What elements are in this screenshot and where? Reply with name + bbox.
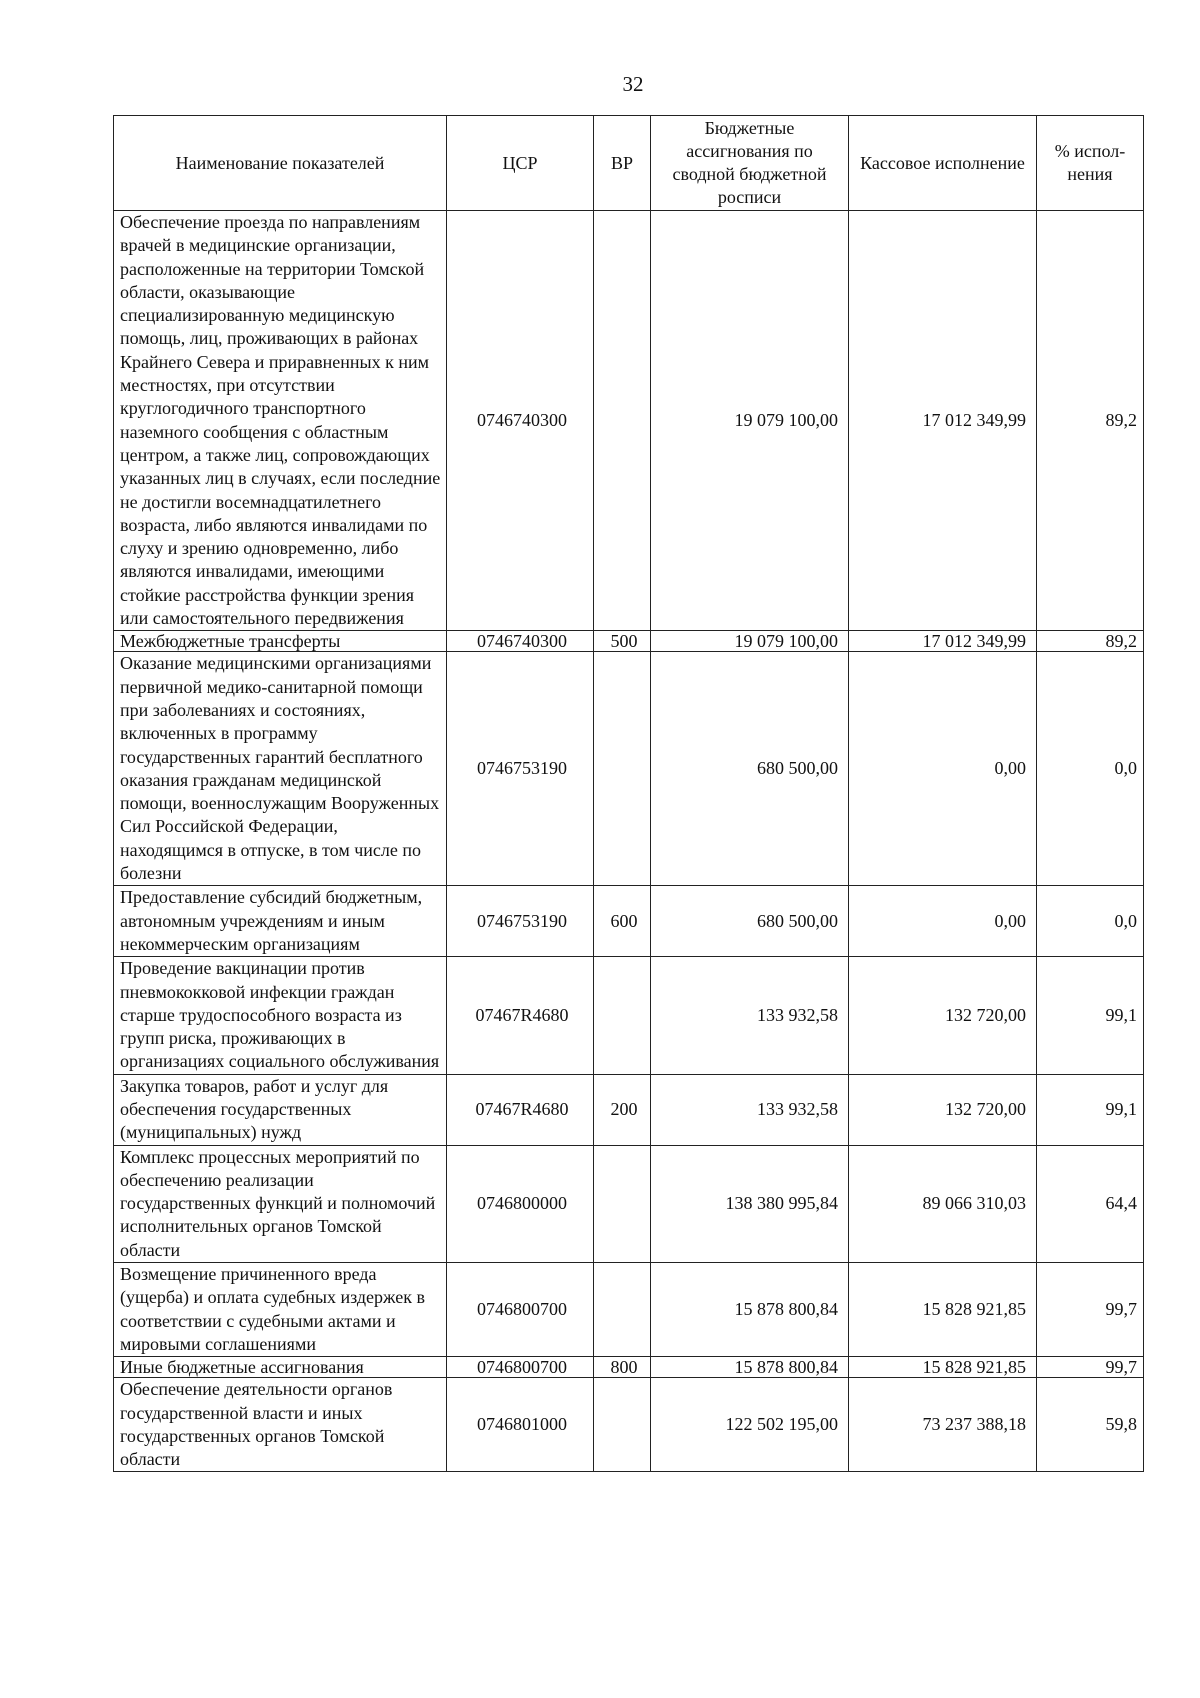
header-vr: ВР [594, 116, 651, 211]
cell-name: Обеспечение деятельности органов государственной власти и иных государственных органов Томской области [114, 1378, 447, 1472]
cell-cash: 0,00 [849, 652, 1037, 886]
cell-cash: 15 828 921,85 [849, 1263, 1037, 1357]
table-row [114, 1378, 1144, 1472]
table-row [114, 957, 1144, 1074]
table-header-row [114, 116, 1144, 211]
cell-budget: 15 878 800,84 [651, 1357, 849, 1378]
cell-csr: 0746800700 [447, 1263, 594, 1357]
cell-csr: 0746753190 [447, 652, 594, 886]
header-budget: Бюджетные ассигнования по сводной бюджетной росписи [651, 116, 849, 211]
cell-percent: 64,4 [1037, 1145, 1144, 1262]
cell-cash: 15 828 921,85 [849, 1357, 1037, 1378]
cell-name: Предоставление субсидий бюджетным, автономным учреждениям и иным некоммерческим организациям [114, 886, 447, 957]
cell-cash: 0,00 [849, 886, 1037, 957]
cell-vr [594, 1263, 651, 1357]
cell-percent: 99,7 [1037, 1263, 1144, 1357]
table-row [114, 1074, 1144, 1145]
cell-percent: 89,2 [1037, 631, 1144, 652]
table-row [114, 631, 1144, 652]
table-row [114, 1357, 1144, 1378]
cell-percent: 99,1 [1037, 1074, 1144, 1145]
cell-cash: 17 012 349,99 [849, 631, 1037, 652]
budget-execution-table [113, 115, 1144, 1472]
cell-cash: 89 066 310,03 [849, 1145, 1037, 1262]
cell-vr: 200 [594, 1074, 651, 1145]
cell-csr: 0746740300 [447, 211, 594, 631]
cell-csr: 07467R4680 [447, 957, 594, 1074]
cell-cash: 73 237 388,18 [849, 1378, 1037, 1472]
table-row [114, 886, 1144, 957]
cell-csr: 0746800000 [447, 1145, 594, 1262]
cell-cash: 17 012 349,99 [849, 211, 1037, 631]
cell-budget: 122 502 195,00 [651, 1378, 849, 1472]
cell-cash: 132 720,00 [849, 1074, 1037, 1145]
cell-name: Иные бюджетные ассигнования [114, 1357, 447, 1378]
cell-vr: 600 [594, 886, 651, 957]
cell-cash: 132 720,00 [849, 957, 1037, 1074]
cell-budget: 680 500,00 [651, 886, 849, 957]
table-row [114, 1145, 1144, 1262]
cell-csr: 0746801000 [447, 1378, 594, 1472]
cell-vr [594, 1378, 651, 1472]
cell-budget: 680 500,00 [651, 652, 849, 886]
cell-csr: 0746740300 [447, 631, 594, 652]
cell-percent: 99,1 [1037, 957, 1144, 1074]
cell-name: Возмещение причиненного вреда (ущерба) и оплата судебных издержек в соответствии с судебными актами и мировыми соглашениями [114, 1263, 447, 1357]
cell-name: Межбюджетные трансферты [114, 631, 447, 652]
cell-csr: 0746800700 [447, 1357, 594, 1378]
header-cash: Кассовое исполнение [849, 116, 1037, 211]
cell-vr [594, 957, 651, 1074]
cell-csr: 07467R4680 [447, 1074, 594, 1145]
cell-vr: 800 [594, 1357, 651, 1378]
cell-vr [594, 211, 651, 631]
header-percent: % испол-нения [1037, 116, 1144, 211]
header-name: Наименование показателей [114, 116, 447, 211]
cell-vr [594, 1145, 651, 1262]
cell-budget: 19 079 100,00 [651, 631, 849, 652]
cell-csr: 0746753190 [447, 886, 594, 957]
cell-name: Комплекс процессных мероприятий по обеспечению реализации государственных функций и полномочий исполнительных органов Томской области [114, 1145, 447, 1262]
table-row [114, 211, 1144, 631]
table-row [114, 1263, 1144, 1357]
cell-percent: 0,0 [1037, 652, 1144, 886]
cell-vr: 500 [594, 631, 651, 652]
cell-budget: 133 932,58 [651, 1074, 849, 1145]
cell-name: Проведение вакцинации против пневмококковой инфекции граждан старше трудоспособного возраста из групп риска, проживающих в организациях социального обслуживания [114, 957, 447, 1074]
cell-budget: 138 380 995,84 [651, 1145, 849, 1262]
cell-percent: 59,8 [1037, 1378, 1144, 1472]
page-number: 32 [622, 72, 644, 96]
cell-budget: 19 079 100,00 [651, 211, 849, 631]
cell-budget: 133 932,58 [651, 957, 849, 1074]
cell-percent: 0,0 [1037, 886, 1144, 957]
table-row [114, 652, 1144, 886]
header-csr: ЦСР [447, 116, 594, 211]
cell-vr [594, 652, 651, 886]
cell-name: Обеспечение проезда по направлениям врачей в медицинские организации, расположенные на территории Томской области, оказывающие специализированную медицинскую помощь, лиц, проживающих в районах Крайнего Севера и приравненных к ним местностях, при отсутствии круглогодичного транспортного наземного сообщения с областным центром, а также лиц, сопровождающих указанных лиц в случаях, если последние не достигли восемнадцатилетнего возраста, либо являются инвалидами по слуху и зрению одновременно, либо являются инвалидами, имеющими стойкие расстройства функции зрения или самостоятельного передвижения [114, 211, 447, 631]
cell-percent: 89,2 [1037, 211, 1144, 631]
cell-name: Закупка товаров, работ и услуг для обеспечения государственных (муниципальных) нужд [114, 1074, 447, 1145]
cell-name: Оказание медицинскими организациями первичной медико-санитарной помощи при заболеваниях и состояниях, включенных в программу государственных гарантий бесплатного оказания гражданам медицинской помощи, военнослужащим Вооруженных Сил Российской Федерации, находящимся в отпуске, в том числе по болезни [114, 652, 447, 886]
cell-budget: 15 878 800,84 [651, 1263, 849, 1357]
cell-percent: 99,7 [1037, 1357, 1144, 1378]
